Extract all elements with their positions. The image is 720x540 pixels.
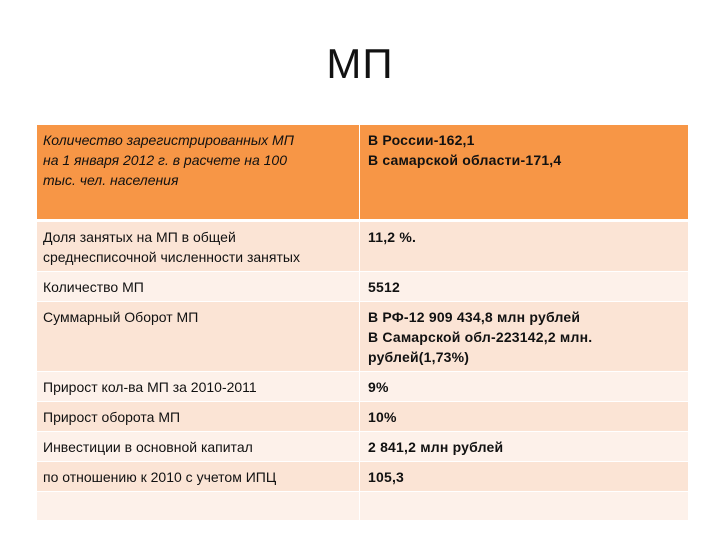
- data-table: [37, 125, 688, 521]
- table-row: [37, 432, 688, 462]
- table-row: [37, 402, 688, 432]
- row-value-cell: [360, 492, 689, 521]
- row-value-line: 2 841,2 млн рублей: [368, 439, 504, 455]
- row-label-cell: [37, 432, 360, 462]
- row-label-cell: [37, 372, 360, 402]
- header-label-line: на 1 января 2012 г. в расчете на 100: [43, 152, 287, 168]
- row-value-line: 105,3: [368, 469, 405, 485]
- row-value-cell: [360, 402, 689, 432]
- table-row: [37, 272, 688, 302]
- row-label-line: Прирост кол-ва МП за 2010-2011: [43, 379, 257, 395]
- row-label-line: Прирост оборота МП: [43, 409, 181, 425]
- row-value-line: В РФ-12 909 434,8 млн рублей: [368, 309, 581, 325]
- table-row: [37, 302, 688, 372]
- row-value-cell: [360, 221, 689, 272]
- row-label-line: Суммарный Оборот МП: [43, 309, 199, 325]
- row-label-cell: [37, 402, 360, 432]
- row-value-line: 10%: [368, 409, 397, 425]
- table-header-row: [37, 125, 688, 221]
- row-value-cell: [360, 462, 689, 492]
- row-value-line: 11,2 %.: [368, 229, 417, 245]
- table-row: [37, 221, 688, 272]
- row-label-cell: [37, 462, 360, 492]
- table-row: [37, 462, 688, 492]
- header-label-cell: [37, 125, 360, 221]
- row-value-cell: [360, 372, 689, 402]
- row-value-cell: [360, 432, 689, 462]
- row-label-cell: [37, 492, 360, 521]
- row-label-cell: [37, 272, 360, 302]
- row-label-cell: [37, 302, 360, 372]
- row-label-line: Инвестиции в основной капитал: [43, 439, 253, 455]
- slide-title: МП: [326, 40, 394, 87]
- row-label-line: среднесписочной численности занятых: [43, 249, 300, 265]
- row-label-line: по отношению к 2010 с учетом ИПЦ: [43, 469, 277, 485]
- header-value-cell: [360, 125, 689, 221]
- table-row: [37, 492, 688, 521]
- row-value-line: В Самарской обл-223142,2 млн.: [368, 329, 593, 345]
- header-label-line: Количество зарегистрированных МП: [43, 132, 294, 148]
- table-row: [37, 372, 688, 402]
- row-value-line: 5512: [368, 279, 400, 295]
- header-value-line: В самарской области-171,4: [368, 152, 562, 168]
- row-label-cell: [37, 221, 360, 272]
- header-label-line: тыс. чел. населения: [43, 172, 179, 188]
- row-value-line: рублей(1,73%): [368, 349, 470, 365]
- header-value-line: В России-162,1: [368, 132, 475, 148]
- row-label-line: Доля занятых на МП в общей: [43, 229, 236, 245]
- row-label-line: Количество МП: [43, 279, 144, 295]
- row-value-line: 9%: [368, 379, 389, 395]
- row-value-cell: [360, 302, 689, 372]
- row-value-cell: [360, 272, 689, 302]
